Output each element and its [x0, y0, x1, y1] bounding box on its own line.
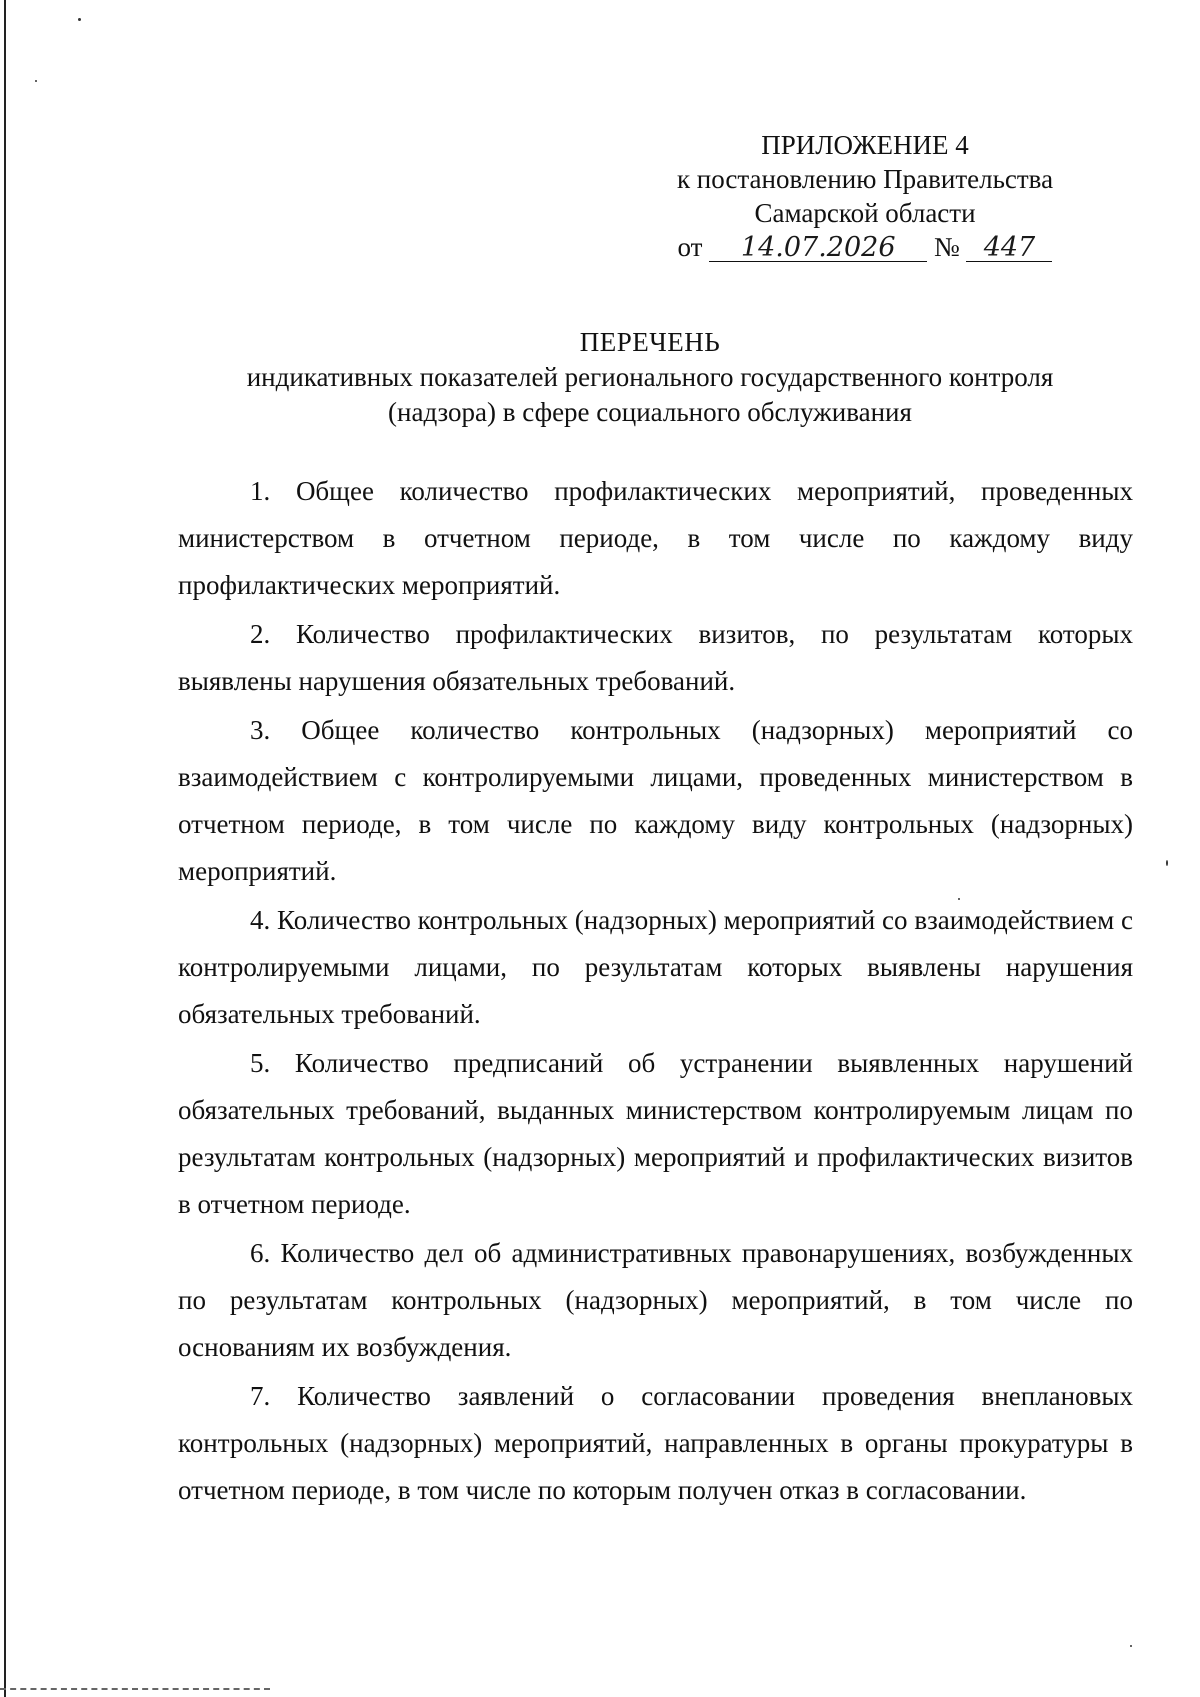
indicator-item-1: 1. Общее количество профилактических мероприятий, проведенных министерством в отчетном периоде, в том числе по каждому виду профилактических мероприятий. [178, 476, 1133, 600]
indicator-item-6: 6. Количество дел об административных правонарушениях, возбужденных по результатам контрольных (надзорных) мероприятий, в том числе по основаниям их возбуждения. [178, 1238, 1133, 1362]
scan-speck [1166, 860, 1168, 866]
scan-edge-line [4, 0, 6, 1697]
indicator-item-5: 5. Количество предписаний об устранении выявленных нарушений обязательных требований, выданных министерством контролируемым лицам по результатам контрольных (надзорных) мероприятий и профилактических визитов в отчетном периоде. [178, 1048, 1133, 1219]
decree-date-number-row [640, 230, 1090, 264]
scan-bottom-mark [0, 1688, 270, 1690]
scan-speck [78, 18, 81, 21]
document-subtitle-line-2: (надзора) в сфере социального обслуживания [388, 397, 912, 427]
document-heading [170, 325, 1130, 430]
scan-speck [35, 80, 37, 82]
attachment-title: ПРИЛОЖЕНИЕ 4 [761, 130, 969, 160]
scan-speck [1130, 1645, 1132, 1647]
document-title: ПЕРЕЧЕНЬ [579, 327, 721, 357]
attachment-block [640, 128, 1090, 264]
handwritten-number: 447 [966, 235, 1052, 262]
attachment-line-1: к постановлению Правительства [676, 164, 1054, 194]
number-label: № [933, 232, 960, 262]
indicator-item-3: 3. Общее количество контрольных (надзорных) мероприятий со взаимодействием с контролируемыми лицами, проведенных министерством в отчетном периоде, в том числе по каждому виду контрольных (надзорных) мероприятий. [178, 715, 1133, 886]
document-subtitle-line-1: индикативных показателей регионального государственного контроля [246, 362, 1054, 392]
handwritten-date: 14.07.2026 [709, 235, 927, 262]
attachment-line-2: Самарской области [754, 198, 976, 228]
indicator-list [178, 468, 1133, 1516]
indicator-item-4: 4. Количество контрольных (надзорных) мероприятий со взаимодействием с контролируемыми лицами, по результатам которых выявлены нарушения обязательных требований. [178, 905, 1133, 1029]
indicator-item-2: 2. Количество профилактических визитов, по результатам которых выявлены нарушения обязательных требований. [178, 619, 1133, 696]
indicator-item-7: 7. Количество заявлений о согласовании проведения внеплановых контрольных (надзорных) мероприятий, направленных в органы прокуратуры в отчетном периоде, в том числе по которым получен отказ в согласовании. [178, 1381, 1133, 1505]
from-label: от [677, 232, 703, 262]
